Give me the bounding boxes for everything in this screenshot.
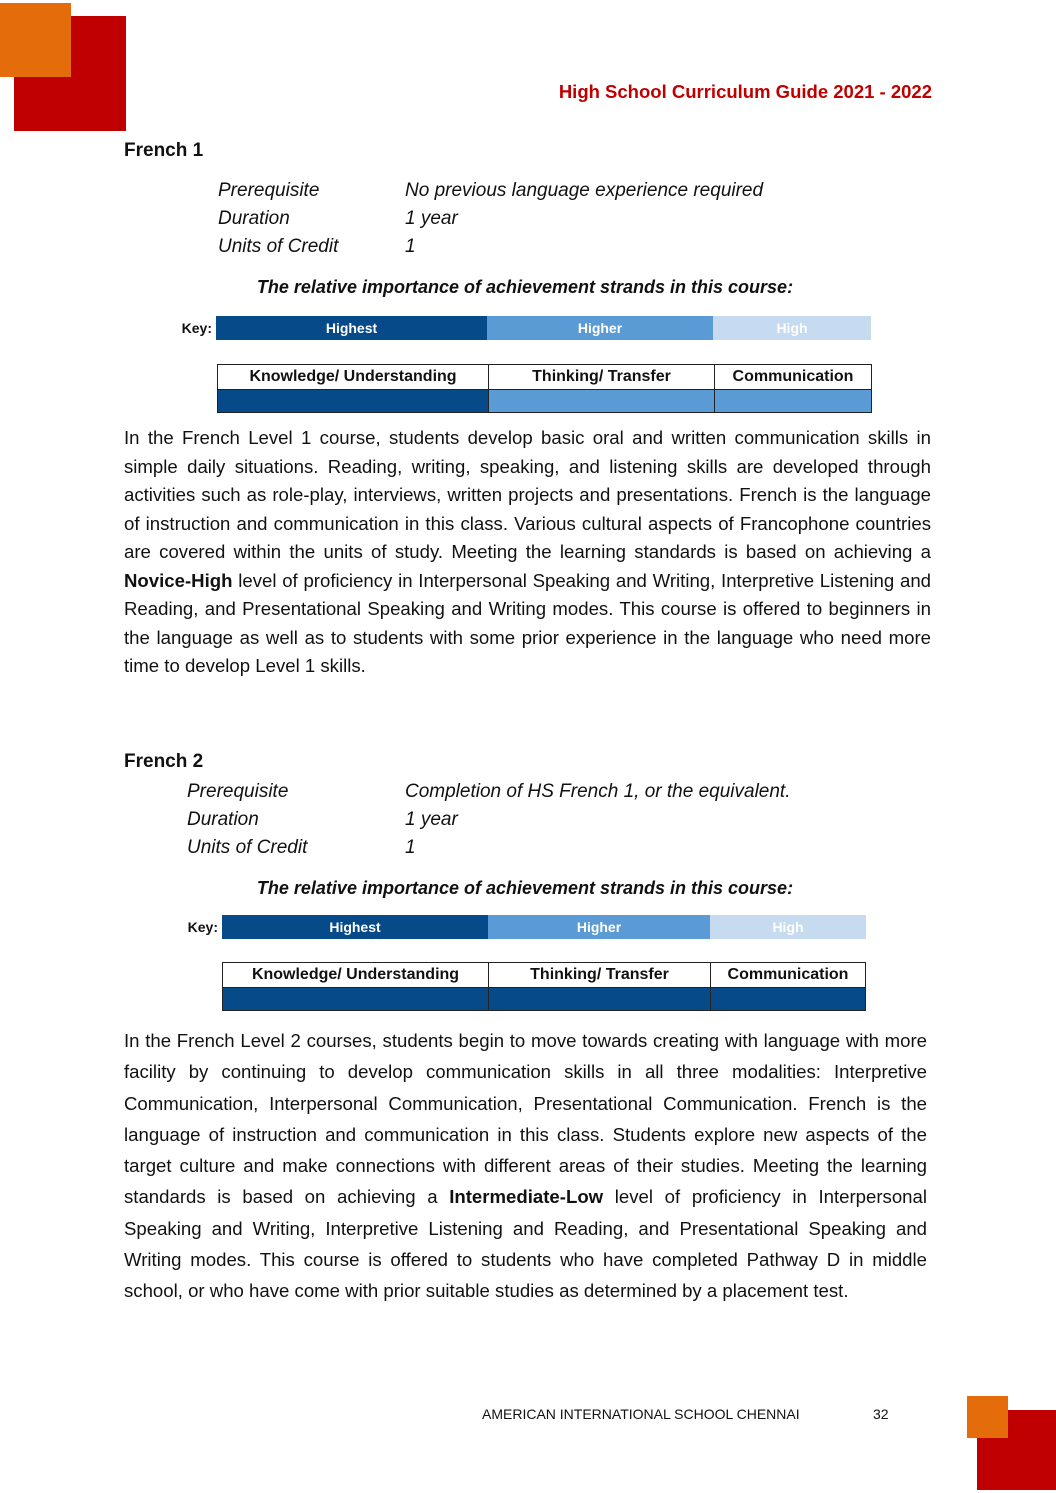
meta-key: Units of Credit [187, 837, 308, 858]
meta-key: Prerequisite [187, 781, 289, 802]
proficiency-level: Intermediate-Low [449, 1186, 604, 1208]
strand-header: Knowledge/ Understanding [218, 365, 489, 390]
meta-key: Prerequisite [218, 180, 320, 201]
strand-heading: The relative importance of achievement strands in this course: [256, 277, 794, 297]
course-meta [187, 778, 790, 862]
key-high: High [713, 316, 871, 340]
strand-level-higher [489, 390, 715, 413]
course-title: French 1 [124, 140, 204, 161]
meta-value: Completion of HS French 1, or the equivalent. [405, 781, 791, 802]
desc-text: In the French Level 2 courses, students begin to move towards creating with language with more facility by continuing to develop communication skills in all three modalities: Interpretive Communication, Interpersonal Communication, Presentational Communication. French is the language of instruction and communication in this class. Students explore new aspects of the target culture and make connections with different areas of their studies. Meeting the learning standards is based on achieving a [124, 1030, 927, 1208]
key-highest: Highest [222, 915, 488, 939]
decor-orange-square-bottom [967, 1396, 1008, 1438]
strand-header: Communication [715, 365, 872, 390]
strand-table [217, 364, 872, 413]
key-label: Key: [181, 320, 212, 336]
footer-school: AMERICAN INTERNATIONAL SCHOOL CHENNAI [482, 1406, 800, 1422]
course-description [124, 1025, 927, 1307]
strand-table [222, 962, 866, 1011]
strand-level-highest [218, 390, 489, 413]
desc-text: level of proficiency in Interpersonal Speaking and Writing, Interpretive Listening and Reading, and Presentational Speaking and Writing modes. This course is offered to students who have completed Pathway D in middle school, or who have come with prior suitable studies as determined by a placement test. [124, 1186, 927, 1302]
course-title: French 2 [124, 751, 204, 772]
key-highest: Highest [216, 316, 487, 340]
strand-level-highest [223, 988, 489, 1011]
page-number: 32 [873, 1406, 889, 1422]
key-label: Key: [187, 919, 218, 935]
key-high: High [710, 915, 866, 939]
key-legend [178, 915, 866, 939]
meta-value: 1 year [405, 208, 458, 229]
strand-header: Thinking/ Transfer [489, 963, 711, 988]
meta-key: Duration [218, 208, 290, 229]
key-legend [172, 316, 871, 340]
strand-header: Knowledge/ Understanding [223, 963, 489, 988]
key-higher: Higher [488, 915, 710, 939]
strand-level-highest [711, 988, 866, 1011]
desc-text: In the French Level 1 course, students develop basic oral and written communication skills in simple daily situations. Reading, writing, speaking, and listening skills are developed through activities such as role-play, interviews, written projects and presentations. French is the language of instruction and communication in this class. Various cultural aspects of Francophone countries are covered within the units of study. Meeting the learning standards is based on achieving a [124, 427, 931, 562]
meta-key: Units of Credit [218, 236, 339, 257]
key-higher: Higher [487, 316, 713, 340]
decor-orange-square-top [0, 3, 71, 77]
strand-header: Thinking/ Transfer [489, 365, 715, 390]
meta-value: 1 year [405, 809, 458, 830]
course-meta [218, 177, 763, 261]
meta-value: 1 [405, 837, 416, 858]
strand-heading: The relative importance of achievement strands in this course: [256, 878, 794, 898]
strand-level-highest [489, 988, 711, 1011]
course-description [124, 424, 931, 681]
strand-level-higher [715, 390, 872, 413]
proficiency-level: Novice-High [124, 569, 233, 591]
meta-value: 1 [405, 236, 416, 257]
meta-key: Duration [187, 809, 259, 830]
strand-header: Communication [711, 963, 866, 988]
desc-text: level of proficiency in Interpersonal Speaking and Writing, Interpretive Listening and Reading, and Presentational Speaking and Writing modes. This course is offered to beginners in the language as well as to students with some prior experience in the language who need more time to develop Level 1 skills. [124, 569, 931, 676]
meta-value: No previous language experience required [405, 180, 764, 201]
header-title: High School Curriculum Guide 2021 - 2022 [558, 81, 932, 102]
